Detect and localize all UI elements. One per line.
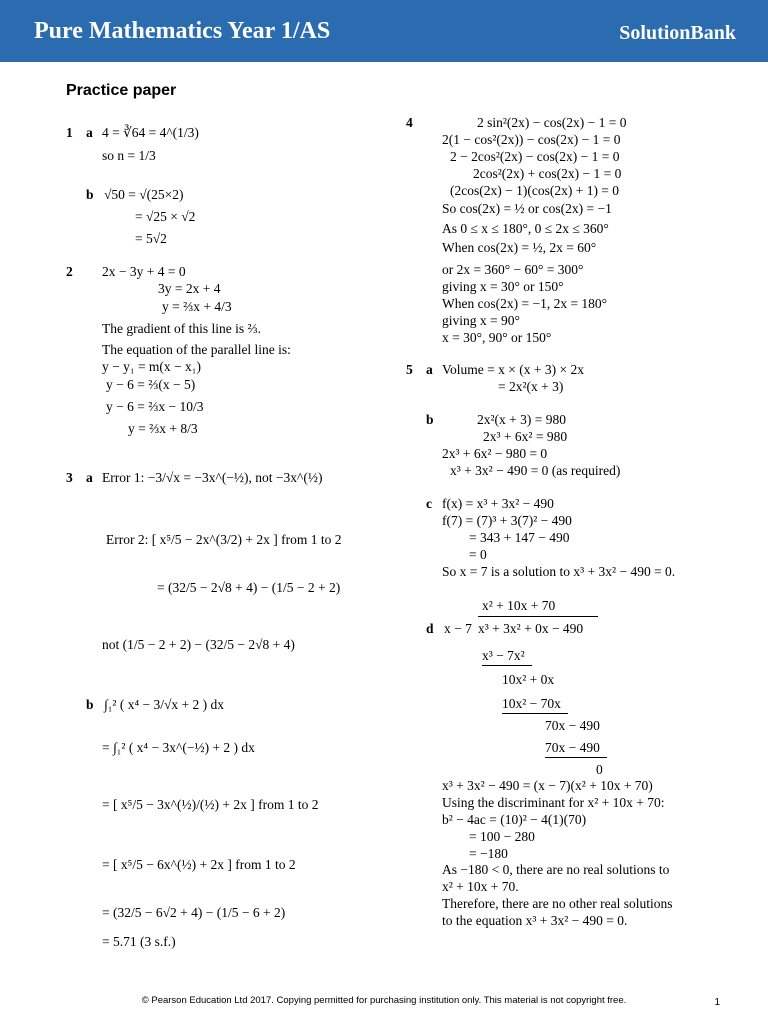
question-number: 5 bbox=[406, 362, 413, 377]
math-line: x³ + 3x² − 490 = (x − 7)(x² + 10x + 70) bbox=[442, 778, 653, 793]
division-remainder: 0 bbox=[596, 762, 603, 777]
part-label: a bbox=[86, 125, 93, 140]
math-line: 2cos²(2x) + cos(2x) − 1 = 0 bbox=[473, 166, 622, 181]
math-line: 2x − 3y + 4 = 0 bbox=[102, 264, 186, 279]
math-line: y − 6 = ⅔x − 10/3 bbox=[106, 399, 204, 414]
division-step: 10x² − 70x bbox=[502, 696, 561, 711]
math-line: Volume = x × (x + 3) × 2x bbox=[442, 362, 584, 377]
math-line: Error 2: [ x⁵/5 − 2x^(3/2) + 2x ] from 1 to 2 bbox=[106, 532, 342, 547]
math-line: 2 sin²(2x) − cos(2x) − 1 = 0 bbox=[477, 115, 627, 130]
part-label: d bbox=[426, 621, 434, 636]
math-line: = [ x⁵/5 − 6x^(½) + 2x ] from 1 to 2 bbox=[102, 857, 296, 872]
division-step: 10x² + 0x bbox=[502, 672, 555, 687]
page-header bbox=[0, 0, 768, 62]
math-line: When cos(2x) = ½, 2x = 60° bbox=[442, 240, 597, 255]
math-line: = (32/5 − 2√8 + 4) − (1/5 − 2 + 2) bbox=[157, 580, 341, 595]
math-line: = 2x²(x + 3) bbox=[498, 379, 564, 394]
math-line: y = ⅔x + 8/3 bbox=[128, 421, 198, 436]
math-line: Therefore, there are no other real solutions bbox=[442, 896, 673, 911]
math-line: = 5√2 bbox=[135, 231, 167, 246]
math-line: Error 1: −3/√x = −3x^(−½), not −3x^(½) bbox=[102, 470, 323, 485]
math-line: So x = 7 is a solution to x³ + 3x² − 490 = 0. bbox=[442, 564, 676, 579]
math-line: to the equation x³ + 3x² − 490 = 0. bbox=[442, 913, 628, 928]
math-line: = [ x⁵/5 − 3x^(½)/(½) + 2x ] from 1 to 2 bbox=[102, 797, 319, 812]
math-line: = −180 bbox=[469, 846, 508, 861]
division-divisor: x − 7 bbox=[444, 621, 472, 636]
part-label: a bbox=[86, 470, 93, 485]
math-line: = 0 bbox=[469, 547, 487, 562]
math-line: = ∫₁² ( x⁴ − 3x^(−½) + 2 ) dx bbox=[102, 740, 255, 755]
math-line: = 343 + 147 − 490 bbox=[469, 530, 570, 545]
question-number: 4 bbox=[406, 115, 413, 130]
math-line: f(x) = x³ + 3x² − 490 bbox=[442, 496, 554, 511]
math-line: The gradient of this line is ⅔. bbox=[102, 321, 261, 336]
math-line: so n = 1/3 bbox=[102, 148, 156, 163]
math-line: = √25 × √2 bbox=[135, 209, 196, 224]
math-line: So cos(2x) = ½ or cos(2x) = −1 bbox=[442, 201, 612, 216]
math-line: giving x = 30° or 150° bbox=[442, 279, 564, 294]
math-line: 2x³ + 6x² − 980 = 0 bbox=[442, 446, 548, 461]
math-line: giving x = 90° bbox=[442, 313, 520, 328]
math-line: y − y₁ = m(x − x₁) bbox=[102, 359, 201, 374]
math-line: 4 = ∛64 = 4^(1/3) bbox=[102, 125, 199, 140]
math-line: 2 − 2cos²(2x) − cos(2x) − 1 = 0 bbox=[450, 149, 620, 164]
header-title: Pure Mathematics Year 1/AS bbox=[34, 18, 331, 44]
math-line: = 5.71 (3 s.f.) bbox=[102, 934, 176, 949]
math-line: not (1/5 − 2 + 2) − (32/5 − 2√8 + 4) bbox=[102, 637, 295, 652]
division-step: 70x − 490 bbox=[545, 718, 600, 733]
header-brand: SolutionBank bbox=[619, 22, 736, 44]
math-line: As −180 < 0, there are no real solutions to bbox=[442, 862, 670, 877]
math-line: = (32/5 − 6√2 + 4) − (1/5 − 6 + 2) bbox=[102, 905, 286, 920]
math-line: Using the discriminant for x² + 10x + 70: bbox=[442, 795, 665, 810]
math-line: b² − 4ac = (10)² − 4(1)(70) bbox=[442, 812, 587, 827]
division-rule bbox=[545, 757, 607, 758]
math-line: (2cos(2x) − 1)(cos(2x) + 1) = 0 bbox=[450, 183, 620, 198]
division-bar bbox=[478, 616, 598, 617]
division-step: 70x − 490 bbox=[545, 740, 600, 755]
division-dividend: x³ + 3x² + 0x − 490 bbox=[478, 621, 584, 636]
math-line: x³ + 3x² − 490 = 0 (as required) bbox=[450, 463, 621, 478]
division-quotient: x² + 10x + 70 bbox=[482, 598, 556, 613]
math-line: = 100 − 280 bbox=[469, 829, 535, 844]
math-line: y − 6 = ⅔(x − 5) bbox=[106, 377, 196, 392]
division-rule bbox=[482, 665, 532, 666]
math-line: x² + 10x + 70. bbox=[442, 879, 519, 894]
math-line: or 2x = 360° − 60° = 300° bbox=[442, 262, 584, 277]
math-line: As 0 ≤ x ≤ 180°, 0 ≤ 2x ≤ 360° bbox=[442, 221, 609, 236]
page-number: 1 bbox=[714, 997, 720, 1008]
part-label: b bbox=[426, 412, 434, 427]
question-number: 3 bbox=[66, 470, 73, 485]
question-number: 1 bbox=[66, 125, 73, 140]
math-line: f(7) = (7)³ + 3(7)² − 490 bbox=[442, 513, 572, 528]
math-line: The equation of the parallel line is: bbox=[102, 342, 291, 357]
part-label: c bbox=[426, 496, 432, 511]
math-line: 3y = 2x + 4 bbox=[158, 281, 221, 296]
copyright-footer: © Pearson Education Ltd 2017. Copying permitted for purchasing institution only. This material is not copyright free. bbox=[141, 995, 627, 1006]
part-label: b bbox=[86, 187, 94, 202]
division-rule bbox=[502, 713, 568, 714]
section-title: Practice paper bbox=[66, 82, 177, 99]
math-line: √50 = √(25×2) bbox=[104, 187, 184, 202]
part-label: a bbox=[426, 362, 433, 377]
division-step: x³ − 7x² bbox=[482, 648, 525, 663]
math-line: When cos(2x) = −1, 2x = 180° bbox=[442, 296, 608, 311]
part-label: b bbox=[86, 697, 94, 712]
math-line: y = ⅔x + 4/3 bbox=[162, 299, 232, 314]
math-line: ∫₁² ( x⁴ − 3/√x + 2 ) dx bbox=[104, 697, 225, 712]
question-number: 2 bbox=[66, 264, 73, 279]
math-line: x = 30°, 90° or 150° bbox=[442, 330, 552, 345]
math-line: 2x³ + 6x² = 980 bbox=[483, 429, 568, 444]
math-line: 2x²(x + 3) = 980 bbox=[477, 412, 567, 427]
math-line: 2(1 − cos²(2x)) − cos(2x) − 1 = 0 bbox=[442, 132, 621, 147]
